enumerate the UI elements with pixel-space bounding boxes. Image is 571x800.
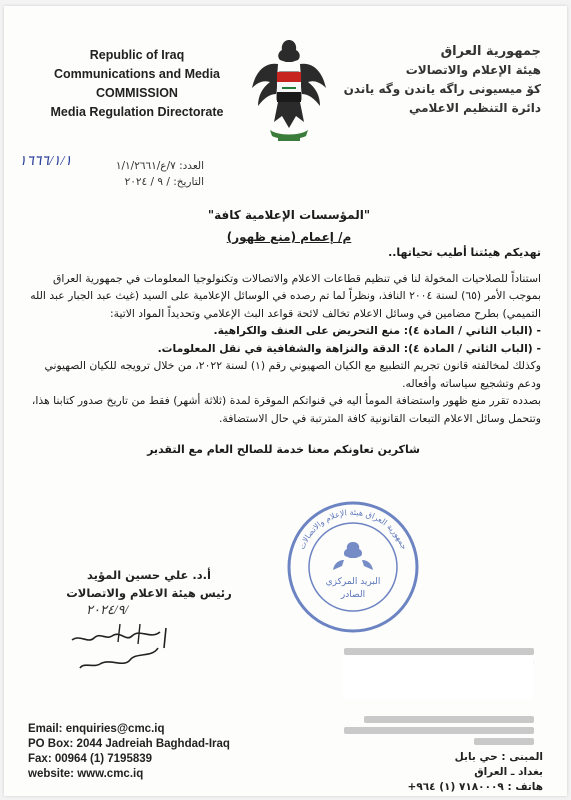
letter-greeting: تهديكم هيئتنا أطيب تحياتها.. [388, 246, 541, 259]
header-en-line-1: Republic of Iraq [89, 48, 185, 62]
letter-item-1: - (الباب الثاني / المادة ٤): منع التحريض على العنف والكراهية. [213, 324, 541, 337]
letter-addressee: "المؤسسات الإعلامية كافة" [207, 208, 371, 222]
footer-contact-english [28, 722, 230, 782]
header-en-line-3: COMMISSION [96, 86, 178, 100]
letter-body [26, 244, 541, 459]
footer-ar-address-2: بغداد ـ العراق [474, 766, 543, 778]
cc-line [324, 736, 534, 747]
footer-contact-arabic [408, 750, 543, 795]
header-ar-line-3: كۆ ميسيونى راگه ياندن وگه ياندن [343, 82, 541, 96]
reference-block [19, 154, 204, 190]
letter-subject: م/ إعمام (منع ظهور) [226, 230, 352, 244]
header-english [42, 46, 232, 122]
footer-ar-phone: هاتف : ٧١٨٠٠٠٩ (١) ٩٦٤+ [407, 781, 543, 793]
letter-paragraph-2: وكذلك لمخالفته قانون تجريم التطبيع مع الكيان الصهيوني رقم (١) لسنة ٢٠٢٢، من خلال ترويجه للكيان الصهيوني ودعم وتشجيع سياساته وأفعاله. [44, 359, 541, 390]
header-arabic [311, 42, 541, 118]
signature-date: ٢٠٢٤/٩/ [86, 602, 129, 617]
reference-number: العدد: ٧/ع/١/١/٢٦٦١ [115, 160, 204, 172]
letter-paragraph-3: بصدده تقرر منع ظهور واستضافة المومأ اليه في قنواتكم الموقرة لمدة (ثلاثة أشهر) فقط من تاريخ صدور كتابنا هذا، وتتحمل وسائل الاعلام التبعات القانونية كافة المترتبة في حال الاستضافة. [31, 394, 541, 425]
letter-closing: شاكرين تعاونكم معنا خدمة للصالح العام مع التقدير [147, 443, 420, 456]
letter-title [164, 204, 414, 248]
official-stamp-icon [284, 498, 422, 636]
footer-fax: Fax: 00964 (1) 7195839 [28, 753, 153, 765]
letter-paragraph-1: استناداً للصلاحيات المخولة لنا في تنظيم قطاعات الاعلام والاتصالات وتكنولوجيا المعلومات في جمهورية العراق بموجب الأمر (٦٥) لسنة ٢٠٠٤ النافذ، ونظراً لما تم رصده في الوسائل الإعلامية على السيد (غيث عبد الجبار عبد الله التميمي) بطرح مضامين في وسائل الاعلام تخالف لائحة قواعد البث الإعلامي وتحديداً المواد الاتية: [30, 271, 541, 320]
footer-website: website: www.cmc.iq [28, 768, 144, 780]
header-ar-line-4: دائرة التنظيم الاعلامي [408, 101, 541, 115]
handwritten-signature-icon [40, 618, 220, 678]
cc-line [324, 725, 534, 736]
reference-date: التاريخ: / ٩ / ٢٠٢٤ [124, 176, 204, 188]
letter-page [4, 6, 567, 796]
header-en-line-4: Media Regulation Directorate [50, 105, 224, 119]
header-ar-line-1: جمهورية العراق [440, 44, 541, 59]
header-ar-line-2: هيئة الإعلام والاتصالات [405, 63, 541, 77]
stamp-text-top: جمهورية العراق هيئة الإعلام والاتصالات [297, 507, 409, 551]
cc-line [324, 714, 534, 725]
letter-item-2: - (الباب الثاني / المادة ٤): الدقة والنزاهة والشفافية في نقل المعلومات. [157, 341, 541, 355]
stamp-text-bottom: الصادر [340, 590, 366, 600]
footer-email: Email: enquiries@cmc.iq [28, 723, 165, 735]
redaction-box [342, 656, 534, 700]
header-en-line-2: Communications and Media [54, 67, 220, 81]
stamp-text-center: البريد المركزي [325, 577, 381, 587]
footer-ar-address-1: المبنى : حي بابل [454, 751, 543, 763]
signatory-title: رئيس هيئة الاعلام والاتصالات [66, 586, 232, 600]
signature-block [44, 566, 254, 602]
reference-number-handwritten: ١٦٦٦/١/١ [19, 154, 72, 169]
footer-pobox: PO Box: 2044 Jadreiah Baghdad-Iraq [28, 738, 230, 750]
signatory-name: أ.د. علي حسين المؤيد [87, 568, 211, 582]
